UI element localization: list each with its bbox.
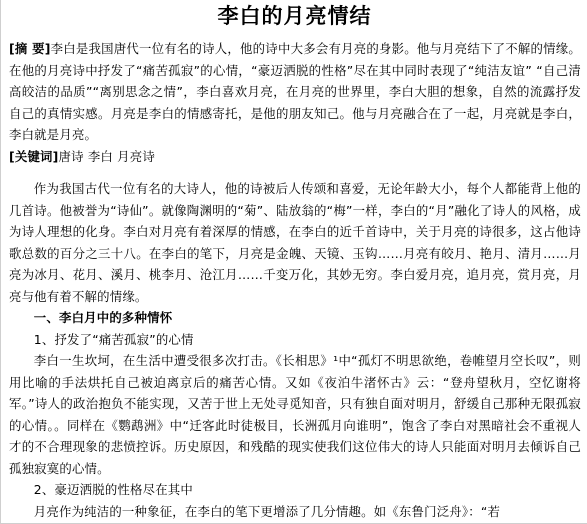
body-paragraph-1: 李白一生坎坷，在生活中遭受很多次打击。《长相思》¹中“孤灯不明思欲绝，卷帷望月空长叹”，则用比喻的手法烘托自己被迫离京后的痛苦心情。又如《夜泊牛渚怀古》云：“登舟望秋月，空忆谢将军。”诗人的政治抱负不能实现，又苦于世上无处寻觅知音，只有独自面对明月，舒缓自己那种无限孤寂的心情。。同样在《鹦鹉洲》中“迁客此时徒极目，长洲孤月向谁明”，饱含了李白对黑暗社会不重视人才的不合理现象的悲愤控诉。历史原因，和残酷的现实使我们这位伟大的诗人只能面对明月去倾诉自己孤独寂寞的心情。 — [9, 353, 581, 476]
keywords-paragraph — [9, 146, 581, 168]
keywords-text: 唐诗 李白 月亮诗 — [58, 149, 155, 164]
subheading-2: 2、豪迈洒脱的性格尽在其中 — [33, 482, 193, 497]
subheading-1: 1、抒发了“痛苦孤寂”的心情 — [33, 331, 194, 347]
abstract-tag: [摘 要] — [9, 41, 51, 56]
abstract-section — [9, 38, 581, 146]
intro-paragraph: 作为我国古代一位有名的大诗人，他的诗被后人传颂和喜爱，无论年龄大小，每个人都能背上他的几首诗。他被誉为“诗仙”。就像陶渊明的“菊”、陆放翁的“梅”一样，李白的“月”融化了诗人的风格，成为诗人理想的化身。李白对月亮有着深厚的情感，在李白的近千首诗中，关于月亮的诗很多，这占他诗歌总数的百分之三十八。在李白的笔下，月亮是金魄、天镜、玉钩……月亮有皎月、艳月、清月……月亮为冰月、花月、溪月、桃李月、沧江月……千变万化，其妙无穷。李白爱月亮，追月亮，赏月亮，月亮与他有着不解的情缘。 — [9, 181, 581, 304]
section-heading-1: 一、李白月中的多种情怀 — [33, 310, 173, 325]
body-section — [9, 178, 581, 522]
body-paragraph-2: 月亮作为纯洁的一种象征，在李白的笔下更增添了几分情趣。如《东鲁门泛舟》：“若 — [33, 503, 501, 519]
keywords-section — [9, 146, 581, 168]
abstract-text: 李白是我国唐代一位有名的诗人，他的诗中大多会有月亮的身影。他与月亮结下了不解的情缘。在他的月亮诗中抒发了“痛苦孤寂”的心情，“豪迈洒脱的性格”尽在其中同时表现了“纯洁友谊” “自己清高皎洁的品质”“离别思念之情”，李白喜欢月亮，在月亮的世界里，李白大胆的想象，自然的流露抒发自己的真情实感。月亮是李白的情感寄托，是他的朋友知己。他与月亮融合在了一起，月亮就是李白，李白就是月亮。 — [9, 41, 581, 142]
keywords-tag: [关键词] — [9, 149, 59, 164]
document-title: 李白的月亮情结 — [217, 3, 372, 28]
abstract-paragraph — [9, 38, 581, 146]
